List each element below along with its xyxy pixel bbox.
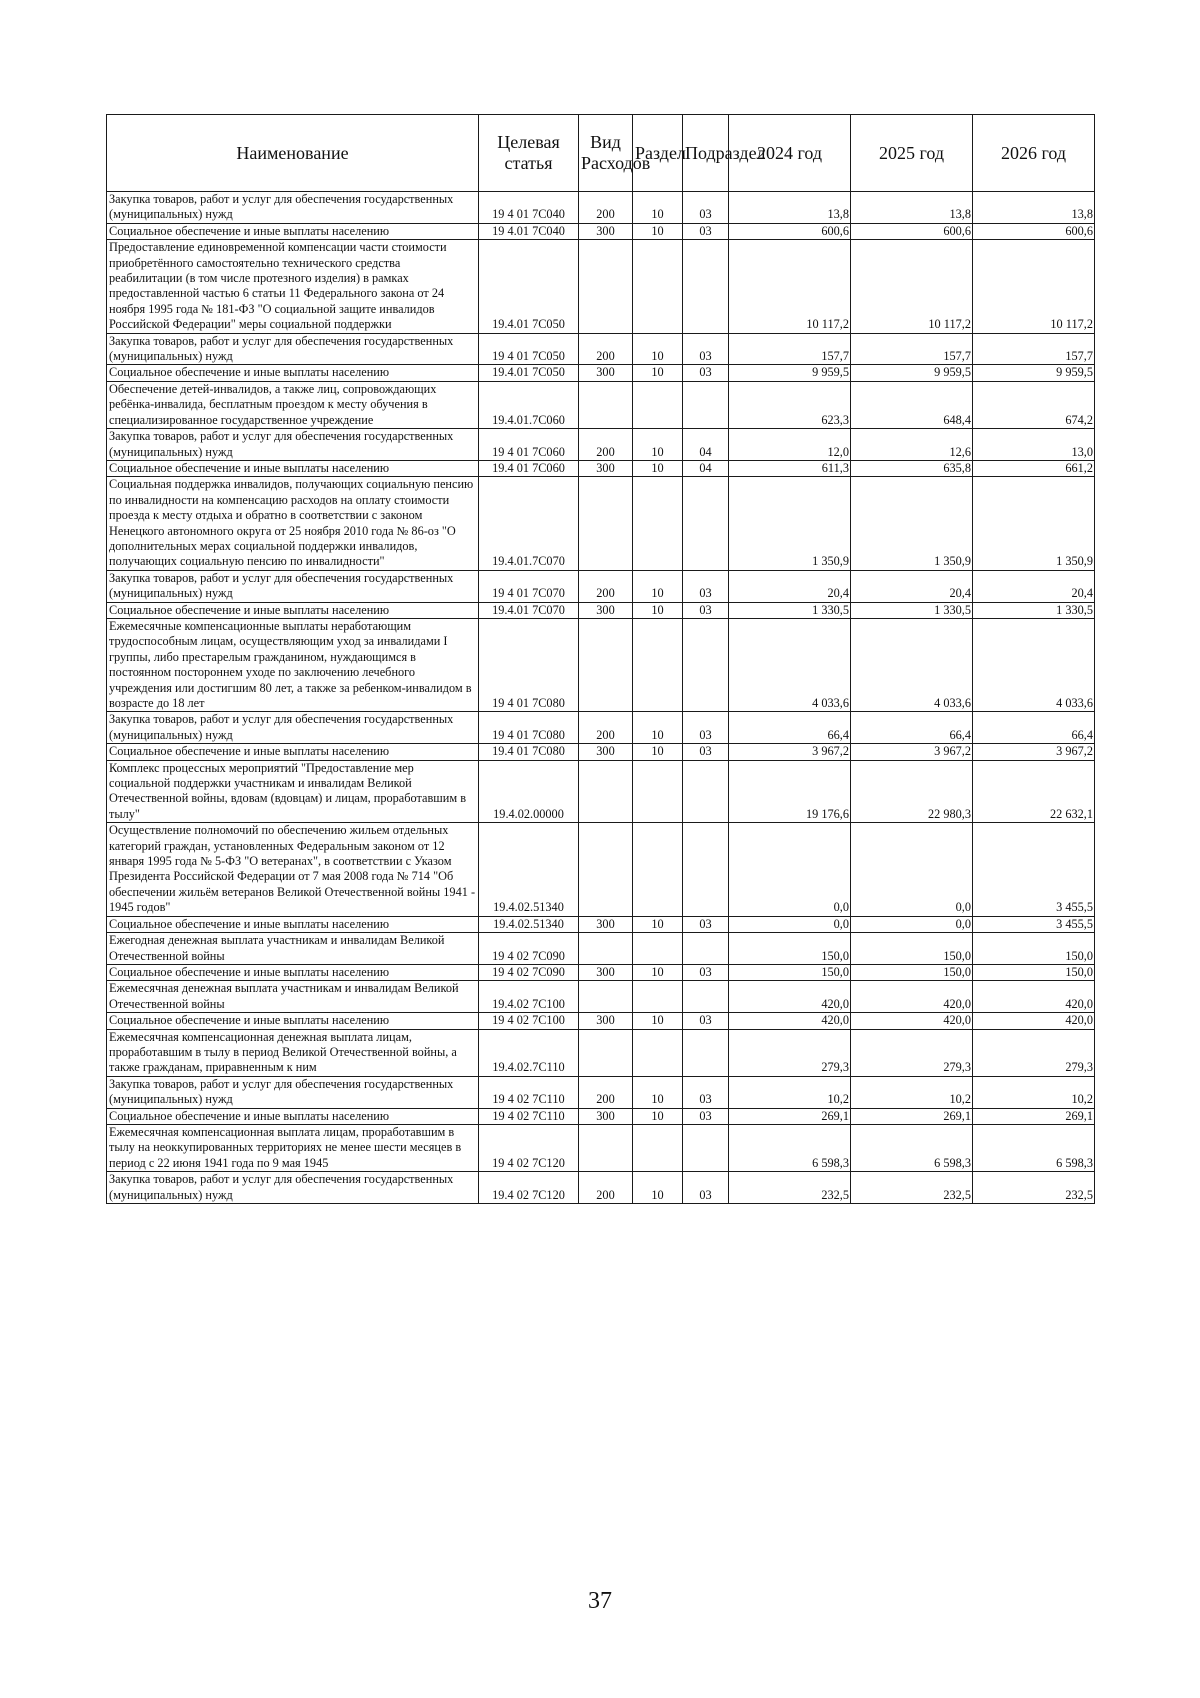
cell-target-article: 19 4 02 7С120 [479,1124,579,1171]
cell-target-article: 19.4.02 7С100 [479,981,579,1013]
cell-subsection: 03 [683,916,729,932]
cell-expense-kind [579,823,633,916]
cell-target-article: 19.4.02.51340 [479,823,579,916]
cell-year-2024: 19 176,6 [729,760,851,823]
cell-section [633,1029,683,1076]
cell-year-2025: 269,1 [851,1108,973,1124]
table-row [107,823,1095,916]
cell-subsection: 03 [683,1013,729,1029]
cell-subsection: 03 [683,1076,729,1108]
cell-section: 10 [633,712,683,744]
cell-target-article: 19 4 02 7С100 [479,1013,579,1029]
cell-year-2024: 1 350,9 [729,477,851,570]
cell-year-2024: 0,0 [729,916,851,932]
cell-year-2025: 66,4 [851,712,973,744]
cell-name: Закупка товаров, работ и услуг для обеспечения государственных (муниципальных) нужд [107,1076,479,1108]
header-expense-kind: Вид Расходов [579,115,633,192]
cell-year-2026: 674,2 [973,381,1095,428]
cell-year-2025: 157,7 [851,333,973,365]
cell-year-2024: 10 117,2 [729,240,851,333]
header-year-2024: 2024 год [729,115,851,192]
cell-expense-kind: 200 [579,712,633,744]
cell-target-article: 19.4.01.7С070 [479,477,579,570]
cell-section: 10 [633,964,683,980]
cell-name: Социальное обеспечение и иные выплаты населению [107,1013,479,1029]
table-row [107,240,1095,333]
cell-year-2026: 22 632,1 [973,760,1095,823]
cell-subsection: 03 [683,744,729,760]
cell-target-article: 19.4.01 7С050 [479,365,579,381]
cell-year-2024: 611,3 [729,460,851,476]
cell-expense-kind: 200 [579,333,633,365]
cell-target-article: 19.4 02 7С120 [479,1172,579,1204]
cell-year-2026: 1 330,5 [973,602,1095,618]
cell-year-2026: 420,0 [973,981,1095,1013]
cell-year-2025: 420,0 [851,1013,973,1029]
cell-year-2024: 12,0 [729,429,851,461]
cell-expense-kind [579,760,633,823]
cell-name: Ежемесячная компенсационная выплата лицам, проработавшим в тылу на неоккупированных территориях не менее шести месяцев в период с 22 июня 1941 года по 9 мая 1945 [107,1124,479,1171]
table-row [107,333,1095,365]
cell-year-2025: 3 967,2 [851,744,973,760]
cell-year-2025: 6 598,3 [851,1124,973,1171]
cell-subsection: 03 [683,333,729,365]
cell-year-2024: 4 033,6 [729,618,851,711]
cell-expense-kind: 200 [579,192,633,224]
cell-section [633,381,683,428]
cell-year-2025: 635,8 [851,460,973,476]
cell-name: Ежемесячная денежная выплата участникам и инвалидам Великой Отечественной войны [107,981,479,1013]
cell-name: Закупка товаров, работ и услуг для обеспечения государственных (муниципальных) нужд [107,1172,479,1204]
table-row [107,429,1095,461]
cell-subsection: 03 [683,964,729,980]
cell-subsection [683,981,729,1013]
cell-name: Ежемесячная компенсационная денежная выплата лицам, проработавшим в тылу в период Великой Отечественной войны, а также гражданам, приравненным к ним [107,1029,479,1076]
table-row [107,570,1095,602]
cell-year-2026: 600,6 [973,223,1095,239]
table-row [107,381,1095,428]
cell-target-article: 19 4 02 7С110 [479,1108,579,1124]
cell-expense-kind [579,618,633,711]
cell-target-article: 19 4 02 7С090 [479,933,579,965]
table-row [107,1172,1095,1204]
cell-section [633,477,683,570]
cell-year-2026: 3 967,2 [973,744,1095,760]
cell-year-2025: 9 959,5 [851,365,973,381]
cell-name: Социальное обеспечение и иные выплаты населению [107,744,479,760]
cell-section: 10 [633,429,683,461]
cell-year-2025: 22 980,3 [851,760,973,823]
cell-year-2026: 150,0 [973,933,1095,965]
cell-year-2026: 232,5 [973,1172,1095,1204]
table-row [107,933,1095,965]
cell-section: 10 [633,460,683,476]
cell-year-2025: 20,4 [851,570,973,602]
cell-year-2026: 157,7 [973,333,1095,365]
cell-name: Закупка товаров, работ и услуг для обеспечения государственных (муниципальных) нужд [107,429,479,461]
cell-year-2024: 0,0 [729,823,851,916]
cell-expense-kind: 300 [579,1013,633,1029]
table-row [107,1124,1095,1171]
cell-target-article: 19.4 01 7С080 [479,744,579,760]
cell-subsection: 03 [683,1108,729,1124]
cell-name: Социальная поддержка инвалидов, получающих социальную пенсию по инвалидности на компенсацию расходов на оплату стоимости проезда к месту отдыха и обратно в соответствии с законом Ненецкого автономного округа от 25 ноября 2010 года № 86-оз "О дополнительных мерах социальной поддержки инвалидов, получающих социальную пенсию по инвалидности" [107,477,479,570]
cell-subsection: 04 [683,429,729,461]
cell-year-2024: 157,7 [729,333,851,365]
cell-section: 10 [633,602,683,618]
cell-year-2024: 600,6 [729,223,851,239]
cell-name: Закупка товаров, работ и услуг для обеспечения государственных (муниципальных) нужд [107,712,479,744]
budget-table [106,114,1095,1204]
cell-subsection: 03 [683,192,729,224]
cell-subsection: 03 [683,223,729,239]
cell-year-2025: 150,0 [851,964,973,980]
cell-year-2024: 6 598,3 [729,1124,851,1171]
cell-subsection [683,1029,729,1076]
cell-year-2026: 150,0 [973,964,1095,980]
cell-expense-kind: 200 [579,1172,633,1204]
cell-year-2024: 150,0 [729,964,851,980]
cell-year-2025: 1 330,5 [851,602,973,618]
cell-expense-kind [579,1029,633,1076]
cell-target-article: 19.4.01 7С070 [479,602,579,618]
cell-target-article: 19 4 01 7С080 [479,618,579,711]
cell-section: 10 [633,1076,683,1108]
cell-year-2024: 279,3 [729,1029,851,1076]
cell-year-2024: 420,0 [729,981,851,1013]
cell-target-article: 19 4 01 7С080 [479,712,579,744]
cell-name: Предоставление единовременной компенсации части стоимости приобретённого самостоятельно технического средства реабилитации (в том числе протезного изделия) в рамках предоставленной частью 6 статьи 11 Федерального закона от 24 ноября 1995 года № 181-ФЗ "О социальной защите инвалидов Российской Федерации" меры социальной поддержки [107,240,479,333]
cell-expense-kind: 200 [579,429,633,461]
cell-subsection: 03 [683,570,729,602]
cell-target-article: 19 4 01 7С070 [479,570,579,602]
table-header-row [107,115,1095,192]
cell-subsection [683,240,729,333]
cell-year-2024: 1 330,5 [729,602,851,618]
cell-name: Ежегодная денежная выплата участникам и инвалидам Великой Отечественной войны [107,933,479,965]
cell-year-2024: 3 967,2 [729,744,851,760]
cell-section: 10 [633,744,683,760]
cell-target-article: 19 4 01 7С060 [479,429,579,461]
cell-year-2026: 269,1 [973,1108,1095,1124]
table-row [107,1108,1095,1124]
cell-name: Социальное обеспечение и иные выплаты населению [107,916,479,932]
cell-subsection [683,381,729,428]
cell-expense-kind: 300 [579,1108,633,1124]
cell-year-2024: 13,8 [729,192,851,224]
cell-year-2026: 6 598,3 [973,1124,1095,1171]
cell-expense-kind [579,981,633,1013]
cell-year-2025: 0,0 [851,916,973,932]
cell-section [633,823,683,916]
cell-expense-kind: 300 [579,460,633,476]
cell-year-2026: 9 959,5 [973,365,1095,381]
cell-year-2026: 10 117,2 [973,240,1095,333]
cell-name: Социальное обеспечение и иные выплаты населению [107,602,479,618]
cell-name: Социальное обеспечение и иные выплаты населению [107,460,479,476]
cell-year-2025: 0,0 [851,823,973,916]
cell-section: 10 [633,1013,683,1029]
cell-section [633,760,683,823]
cell-name: Закупка товаров, работ и услуг для обеспечения государственных (муниципальных) нужд [107,570,479,602]
table-row [107,223,1095,239]
cell-subsection [683,933,729,965]
cell-year-2026: 13,8 [973,192,1095,224]
cell-target-article: 19 4 01 7С050 [479,333,579,365]
table-row [107,602,1095,618]
cell-section: 10 [633,570,683,602]
cell-year-2026: 20,4 [973,570,1095,602]
cell-name: Ежемесячные компенсационные выплаты неработающим трудоспособным лицам, осуществляющим уход за инвалидами I группы, либо престарелым гражданином, нуждающимся в постоянном постороннем уходе по заключению лечебного учреждения или достигшим 80 лет, а также за ребенком-инвалидом в возрасте до 18 лет [107,618,479,711]
cell-name: Комплекс процессных мероприятий "Предоставление мер социальной поддержки участникам и инвалидам Великой Отечественной войны, вдовам (вдовцам) и лицам, проработавшим в тылу" [107,760,479,823]
cell-target-article: 19 4 01 7С040 [479,192,579,224]
cell-year-2026: 1 350,9 [973,477,1095,570]
page-number: 37 [588,1588,612,1614]
cell-year-2026: 420,0 [973,1013,1095,1029]
table-row [107,460,1095,476]
cell-subsection: 03 [683,365,729,381]
cell-name: Осуществление полномочий по обеспечению жильем отдельных категорий граждан, установленных Федеральным законом от 12 января 1995 года № 5-ФЗ "О ветеранах", в соответствии с Указом Президента Российской Федерации от 7 мая 2008 года № 714 "Об обеспечении жильём ветеранов Великой Отечественной войны 1941 - 1945 годов" [107,823,479,916]
cell-year-2025: 10,2 [851,1076,973,1108]
cell-year-2026: 4 033,6 [973,618,1095,711]
cell-target-article: 19.4 01 7С060 [479,460,579,476]
cell-year-2026: 661,2 [973,460,1095,476]
cell-section: 10 [633,192,683,224]
cell-year-2025: 150,0 [851,933,973,965]
cell-expense-kind: 300 [579,223,633,239]
table-row [107,744,1095,760]
cell-year-2025: 648,4 [851,381,973,428]
cell-year-2024: 66,4 [729,712,851,744]
cell-subsection [683,760,729,823]
cell-name: Социальное обеспечение и иные выплаты населению [107,223,479,239]
table-row [107,712,1095,744]
header-subsection: Подраздел [683,115,729,192]
cell-subsection [683,823,729,916]
cell-expense-kind: 300 [579,964,633,980]
cell-target-article: 19.4.02.00000 [479,760,579,823]
cell-subsection [683,477,729,570]
cell-name: Социальное обеспечение и иные выплаты населению [107,1108,479,1124]
table-row [107,618,1095,711]
cell-section [633,1124,683,1171]
cell-year-2025: 279,3 [851,1029,973,1076]
cell-year-2026: 3 455,5 [973,823,1095,916]
cell-year-2024: 623,3 [729,381,851,428]
cell-section: 10 [633,223,683,239]
cell-target-article: 19.4.01 7С050 [479,240,579,333]
cell-section: 10 [633,1108,683,1124]
cell-name: Социальное обеспечение и иные выплаты населению [107,964,479,980]
cell-year-2026: 279,3 [973,1029,1095,1076]
header-year-2026: 2026 год [973,115,1095,192]
cell-section: 10 [633,365,683,381]
cell-target-article: 19 4.01 7С040 [479,223,579,239]
cell-section: 10 [633,1172,683,1204]
cell-section [633,933,683,965]
cell-expense-kind [579,240,633,333]
header-target-article: Целевая статья [479,115,579,192]
header-year-2025: 2025 год [851,115,973,192]
cell-year-2024: 10,2 [729,1076,851,1108]
table-row [107,916,1095,932]
cell-expense-kind: 200 [579,1076,633,1108]
cell-name: Закупка товаров, работ и услуг для обеспечения государственных (муниципальных) нужд [107,333,479,365]
cell-expense-kind: 300 [579,916,633,932]
cell-year-2026: 3 455,5 [973,916,1095,932]
cell-subsection: 03 [683,602,729,618]
cell-subsection: 03 [683,712,729,744]
cell-section [633,240,683,333]
cell-target-article: 19 4 02 7С110 [479,1076,579,1108]
cell-year-2024: 9 959,5 [729,365,851,381]
cell-expense-kind [579,477,633,570]
table-row [107,477,1095,570]
table-row [107,1029,1095,1076]
cell-year-2025: 1 350,9 [851,477,973,570]
cell-target-article: 19.4.01.7С060 [479,381,579,428]
cell-name: Социальное обеспечение и иные выплаты населению [107,365,479,381]
cell-target-article: 19.4.02.7С110 [479,1029,579,1076]
cell-year-2025: 600,6 [851,223,973,239]
cell-name: Закупка товаров, работ и услуг для обеспечения государственных (муниципальных) нужд [107,192,479,224]
cell-subsection: 03 [683,1172,729,1204]
cell-subsection: 04 [683,460,729,476]
header-section: Раздел [633,115,683,192]
table-row [107,964,1095,980]
cell-expense-kind [579,1124,633,1171]
cell-year-2026: 10,2 [973,1076,1095,1108]
cell-name: Обеспечение детей-инвалидов, а также лиц, сопровождающих ребёнка-инвалида, бесплатным проездом к месту обучения в специализированное государственное учреждение [107,381,479,428]
cell-expense-kind: 200 [579,570,633,602]
cell-year-2024: 20,4 [729,570,851,602]
cell-year-2024: 150,0 [729,933,851,965]
cell-expense-kind [579,933,633,965]
cell-section: 10 [633,333,683,365]
cell-year-2025: 13,8 [851,192,973,224]
table-row [107,365,1095,381]
cell-year-2025: 12,6 [851,429,973,461]
cell-year-2024: 420,0 [729,1013,851,1029]
cell-year-2025: 4 033,6 [851,618,973,711]
table-row [107,192,1095,224]
cell-subsection [683,1124,729,1171]
cell-section: 10 [633,916,683,932]
cell-year-2026: 13,0 [973,429,1095,461]
table-row [107,981,1095,1013]
cell-section [633,618,683,711]
cell-year-2025: 10 117,2 [851,240,973,333]
cell-year-2025: 232,5 [851,1172,973,1204]
cell-year-2024: 269,1 [729,1108,851,1124]
header-name: Наименование [107,115,479,192]
cell-expense-kind: 300 [579,744,633,760]
cell-year-2025: 420,0 [851,981,973,1013]
cell-expense-kind: 300 [579,365,633,381]
cell-section [633,981,683,1013]
cell-year-2026: 66,4 [973,712,1095,744]
cell-expense-kind [579,381,633,428]
table-row [107,1013,1095,1029]
cell-subsection [683,618,729,711]
table-row [107,760,1095,823]
cell-target-article: 19.4.02.51340 [479,916,579,932]
cell-year-2024: 232,5 [729,1172,851,1204]
table-row [107,1076,1095,1108]
cell-target-article: 19 4 02 7С090 [479,964,579,980]
cell-expense-kind: 300 [579,602,633,618]
